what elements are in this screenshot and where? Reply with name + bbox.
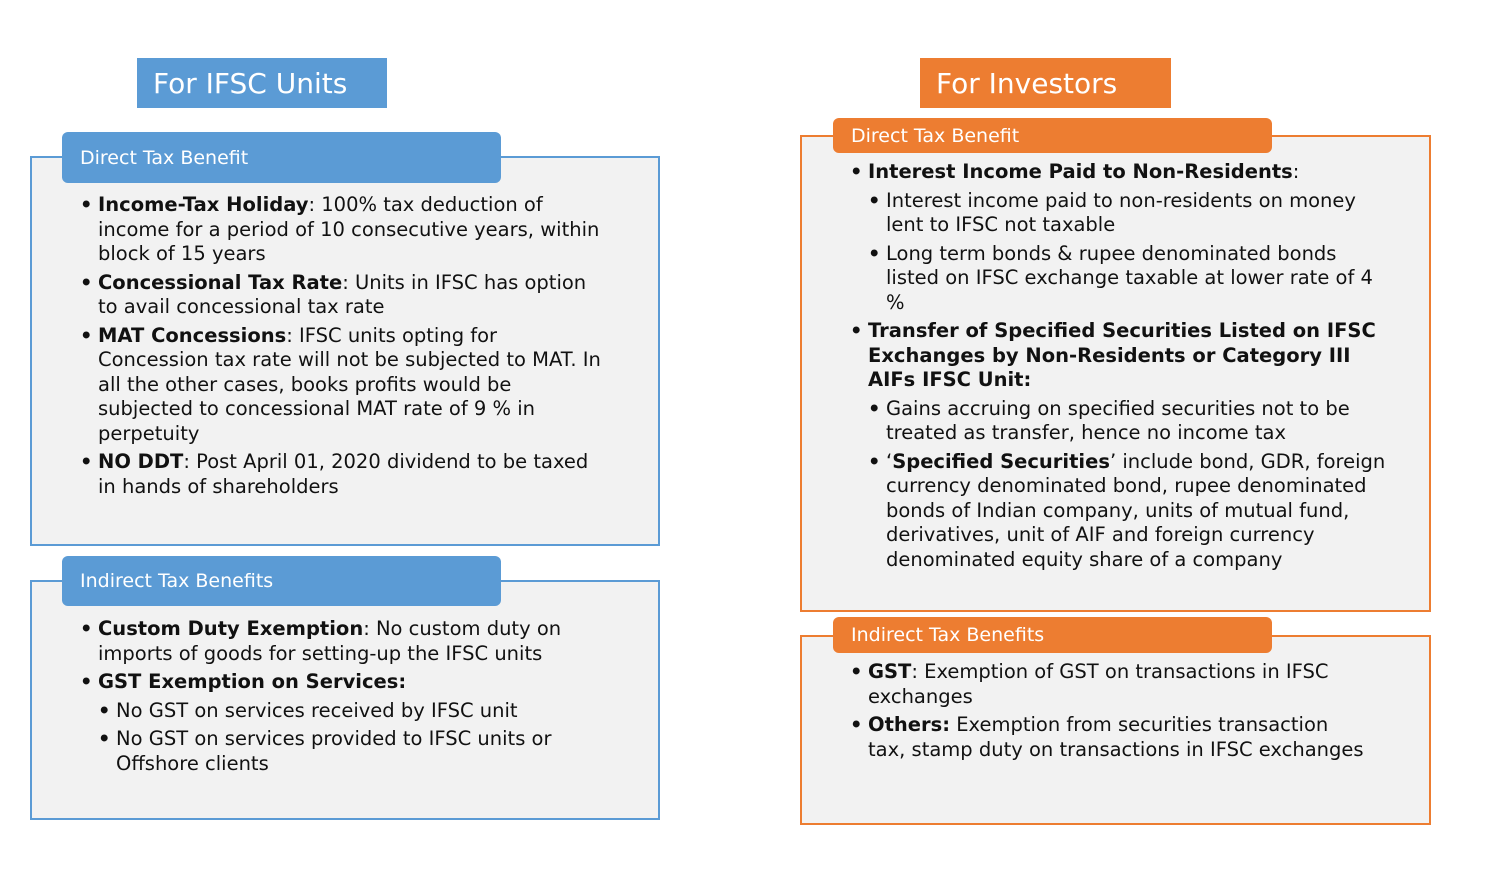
ifsc-direct-tax-list [80, 193, 610, 499]
list-item [850, 319, 1390, 572]
item-label: Transfer of Specified Securities Listed on IFSC Exchanges by Non-Residents or Category III AIFs IFSC Unit: [868, 319, 1376, 391]
item-text: Interest income paid to non-residents on money lent to IFSC not taxable [886, 188, 1356, 236]
ifsc-units-title [137, 58, 387, 108]
item-text: : Units in IFSC has option to avail concessional tax rate [98, 270, 587, 318]
item-text: Exemption from securities transaction tax, stamp duty on transactions in IFSC exchanges [868, 713, 1364, 761]
list-item [80, 271, 610, 320]
investors-indirect-tax-heading [833, 617, 1272, 653]
item-text: : Exemption of GST on transactions in IFSC exchanges [868, 660, 1329, 708]
ifsc-indirect-tax-heading [62, 556, 501, 606]
item-text: : No custom duty on imports of goods for setting-up the IFSC units [98, 617, 562, 665]
list-item [850, 160, 1390, 315]
list-item [80, 617, 620, 666]
sub-list-item [868, 242, 1390, 316]
gst-sub-list [98, 699, 620, 777]
item-label: Income-Tax Holiday [98, 193, 309, 216]
sub-list-item [868, 450, 1390, 573]
item-text: : IFSC units opting for Concession tax rate will not be subjected to MAT. In all the other cases, books profits would be subjected to concessional MAT rate of 9 % in perpetuity [98, 323, 601, 445]
item-label: GST Exemption on Services: [98, 670, 407, 693]
item-quote: ‘ [886, 449, 893, 473]
item-text: Gains accruing on specified securities not to be treated as transfer, hence no income tax [886, 396, 1350, 444]
ifsc-direct-tax-content [80, 193, 610, 503]
item-label: Concessional Tax Rate [98, 270, 343, 294]
item-label: Specified Securities [892, 449, 1110, 473]
investors-indirect-tax-heading-text: Indirect Tax Benefits [851, 624, 1045, 646]
ifsc-indirect-tax-heading-text: Indirect Tax Benefits [80, 570, 274, 592]
ifsc-indirect-tax-content [80, 617, 620, 780]
investors-title [920, 58, 1171, 108]
investors-indirect-tax-content [850, 660, 1370, 766]
list-item [850, 660, 1370, 709]
investors-title-text: For Investors [936, 66, 1118, 100]
item-label: Others: [868, 713, 951, 736]
list-item [80, 450, 610, 499]
sub-list-item [98, 727, 620, 776]
item-label: GST [868, 660, 912, 683]
investors-direct-tax-heading [833, 118, 1272, 153]
list-item [80, 670, 620, 776]
ifsc-units-title-text: For IFSC Units [153, 66, 348, 100]
list-item [80, 324, 610, 447]
item-label: MAT Concessions [98, 323, 287, 347]
sub-list-item [868, 397, 1390, 446]
item-label: Interest Income Paid to Non-Residents [868, 160, 1293, 183]
ifsc-direct-tax-heading-text: Direct Tax Benefit [80, 146, 249, 169]
item-label: Custom Duty Exemption [98, 617, 364, 640]
ifsc-direct-tax-heading [62, 132, 501, 183]
item-label: NO DDT [98, 450, 184, 473]
sub-list-item [868, 189, 1390, 238]
item-text: ’ include bond, GDR, foreign currency denominated bond, rupee denominated bonds of Indian company, units of mutual fund, derivatives, unit of AIF and foreign currency denominated equity share of a company [886, 449, 1386, 571]
item-text: : [1292, 160, 1300, 183]
list-item [850, 713, 1370, 762]
sub-list-item [98, 699, 620, 724]
list-item [80, 193, 610, 267]
securities-sub-list [868, 397, 1390, 573]
interest-sub-list [868, 189, 1390, 316]
item-text: No GST on services received by IFSC unit [116, 698, 518, 722]
item-text: No GST on services provided to IFSC units or Offshore clients [116, 727, 552, 775]
investors-direct-tax-heading-text: Direct Tax Benefit [851, 124, 1020, 147]
investors-direct-tax-content [850, 160, 1390, 576]
ifsc-indirect-tax-list [80, 617, 620, 776]
investors-direct-tax-list [850, 160, 1390, 572]
item-text: : 100% tax deduction of income for a period of 10 consecutive years, within block of 15 years [98, 193, 600, 265]
item-text: Long term bonds & rupee denominated bonds listed on IFSC exchange taxable at lower rate of 4 % [886, 241, 1373, 314]
item-text: : Post April 01, 2020 dividend to be taxed in hands of shareholders [98, 450, 589, 498]
investors-indirect-tax-list [850, 660, 1370, 762]
